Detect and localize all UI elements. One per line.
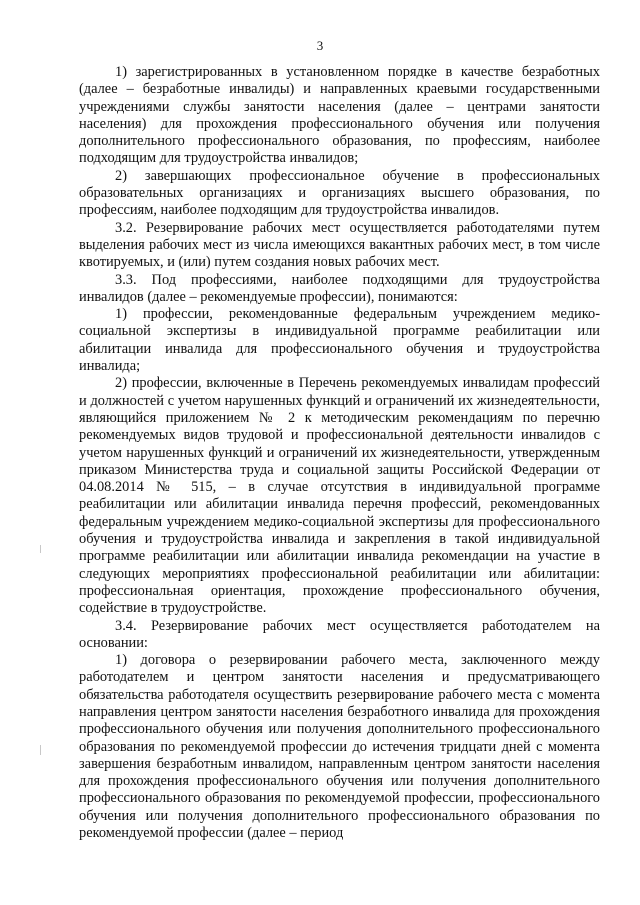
- document-body: [79, 64, 600, 842]
- scan-margin-mark: [40, 545, 41, 553]
- page-number: 3: [316, 38, 324, 53]
- paragraph-3-2: 3.2. Резервирование рабочих мест осуществляется работодателями путем выделения рабочих мест из числа имеющихся вакантных рабочих мест, в том числе квотируемых, и (или) путем создания новых рабочих мест.: [79, 219, 600, 271]
- paragraph-3-4-item-1: 1) договора о резервировании рабочего места, заключенного между работодателем и центром занятости населения и предусматривающего обязательства работодателя осуществить резервирование рабочего места с момента направления центром занятости населения безработного инвалида для прохождения профессионального обучения или получения дополнительного профессионального образования по рекомендуемой профессии до истечения тридцати дней с момента завершения безработным инвалидом, направленным центром занятости населения для прохождения профессионального обучения или получения дополнительного профессионального образования по рекомендуемой профессии, профессионального обучения или получения дополнительного профессионального образования по рекомендуемой профессии (далее – период: [79, 652, 600, 842]
- paragraph-3-4: 3.4. Резервирование рабочих мест осуществляется работодателем на основании:: [79, 617, 600, 651]
- paragraph-item-2: 2) завершающих профессиональное обучение в профессиональных образовательных организациях и организациях высшего образования, по профессиям, наиболее подходящим для трудоустройства инвалидов.: [79, 167, 600, 219]
- paragraph-item-1: 1) зарегистрированных в установленном порядке в качестве безработных (далее – безработные инвалиды) и направленных краевыми государственными учреждениями службы занятости населения (далее – центрами занятости населения) для прохождения профессионального обучения или получения дополнительного профессионального образования, по профессиям, наиболее подходящим для трудоустройства инвалидов;: [79, 64, 600, 167]
- paragraph-3-3-item-2: 2) профессии, включенные в Перечень рекомендуемых инвалидам профессий и должностей с учетом нарушенных функций и ограничений их жизнедеятельности, являющийся приложением № 2 к методическим рекомендациям по перечню рекомендуемых видов трудовой и профессиональной деятельности инвалидов с учетом нарушенных функций и ограничений их жизнедеятельности, утвержденным приказом Министерства труда и социальной защиты Российской Федерации от 04.08.2014 № 515, – в случае отсутствия в индивидуальной программе реабилитации или абилитации инвалида перечня профессий, рекомендованных федеральным учреждением медико-социальной экспертизы для профессионального обучения и трудоустройства инвалида и закрепления в такой индивидуальной программе реабилитации или абилитации инвалида рекомендации на участие в следующих мероприятиях профессиональной реабилитации или абилитации: профессиональная ориентация, прохождение профессионального обучения, содействие в трудоустройстве.: [79, 375, 600, 617]
- paragraph-3-3-item-1: 1) профессии, рекомендованные федеральным учреждением медико-социальной экспертизы в индивидуальной программе реабилитации или абилитации инвалида для профессионального обучения и трудоустройства инвалида;: [79, 306, 600, 375]
- paragraph-3-3: 3.3. Под профессиями, наиболее подходящими для трудоустройства инвалидов (далее – рекомендуемые профессии), понимаются:: [79, 271, 600, 305]
- scan-margin-mark: [40, 745, 41, 755]
